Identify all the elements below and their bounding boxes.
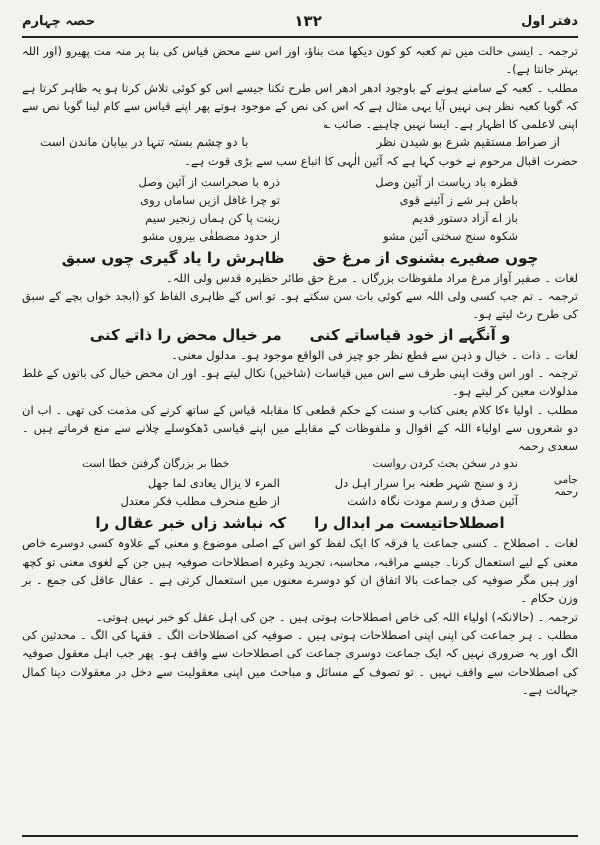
- iqbal-verses: [22, 173, 578, 245]
- masnavi-couplet-2: [22, 324, 578, 346]
- couplet-saadi: [22, 455, 578, 472]
- volume-title: دفتر اول: [521, 13, 578, 29]
- hemistich: زینت پا کن ہماں زنجیر سیم: [145, 210, 280, 225]
- hemistich: و آنگہے از خود قیاساتے کنی: [309, 325, 511, 344]
- translation-paragraph-2: ترجمہ ۔ تم جب کسی ولی اللہ سے کوئی بات سن سکتے ہو۔ تو اس کے ظاہری الفاظ کو (ابجد خواں بچے کے سبق کی طرح رٹ لیتے ہو۔: [22, 289, 578, 322]
- hemistich: مر خیال محض را ذاتے کنی: [89, 325, 282, 344]
- iqbal-intro: حضرت اقبال مرحوم نے خوب کہا ہے کہ آئین الٰہی کا اتباع سب سے بڑی قوت ہے۔: [184, 154, 578, 169]
- jami-attribution: جامی رحمہ: [553, 474, 578, 499]
- hemistich: آئین صدق و رسم مودت نگاہ داشت: [347, 494, 518, 509]
- hemistich: باز اے آزاد دستور قدیم: [412, 210, 518, 225]
- footer-rule: [22, 835, 578, 837]
- explanation-paragraph-1: مطلب ۔ کعبہ کے سامنے ہونے کے باوجود ادھر ادھر اس طرح تکنا جیسے اس کو کوئی تلاش کرتا ہو یہ ظاہر کرتا ہے کہ گویا کعبہ نظر ہی نہیں آیا یہی مثال ہے کہ اس کی نص کے موجود ہوتے پھر اپنے قیاس سے کام لینا گویا نص سے اپنی لاعلمی کا اظہار ہے۔ ایسا نہیں چاہیے۔ صائب ؎: [22, 80, 578, 132]
- translation-paragraph-3: ترجمہ ۔ اور اس وقت اپنی طرف سے اس میں قیاسات (شاخیں) نکال لیتے ہو۔ اور ان محض خیال کی باتوں کے غلط مدلولات معین کر لیتے ہو۔: [22, 365, 578, 399]
- hemistich: باطن ہر شے ز آئینے قوی: [399, 192, 518, 207]
- hemistich: شکوہ سنج سختی آئین مشو: [383, 228, 518, 243]
- page-number: ۱۳۲: [294, 12, 322, 30]
- couplet-saib: [22, 133, 578, 152]
- jami-verses-row: [22, 472, 578, 512]
- hemistich: از طبع منحرف مطلب فکر معتدل: [120, 494, 280, 509]
- hemistich: کہ نباشد زاں خبر عقال را: [95, 514, 287, 533]
- hemistich: ظاہرش را یاد گیری چوں سبق: [61, 248, 285, 267]
- explanation-paragraph-2: مطلب ۔ اولیا ءکا کلام یعنی کتاب و سنت کے حکم قطعی کا مقابلہ قیاس کے ساتھ کرنے کی مذمت کی تھی ۔ اب ان دو شعروں سے اولیاء اللہ کے اقوال و ملفوظات کے مقابلے میں اپنے قیاسی ڈھکوسلے چلانے سے منع فرماتے ہیں ۔ سعدی رحمہ: [22, 402, 578, 454]
- glossary-paragraph-1: لغات ۔ صفیر آواز مرغ مراد ملفوظات بزرگاں ۔ مرغ حق طائر حظیرہ قدس ولی اللہ۔: [165, 270, 578, 285]
- hemistich: چوں صفیرے بشنوی از مرغ حق: [312, 248, 539, 267]
- glossary-paragraph-2: لغات ۔ ذات ۔ خیال و ذہن سے قطع نظر جو چیز فی الواقع موجود ہو۔ مدلول معنی۔: [171, 347, 578, 362]
- hemistich: از صراط مستقیم شرع بو شیدن نظر: [376, 135, 560, 150]
- glossary-paragraph-3: لغات ۔ اصطلاح ۔ کسی جماعت یا فرقہ کا ایک لفظ کو اس کے اصلی موضوع و معنی کے علاوہ کسی دوسرے خاص معنی کے لیے استعمال کرنا۔ جیسے مراقبہ، محاسبہ، تجرید وغیرہ اصطلاحات صوفیہ ہیں جن کے لغوی معنی تو کچھ اور ہیں مگر صوفیہ کی جماعت بالا اتفاق ان کو دوسرے معنوں میں استعمال کرتی ہے ۔ عقال عاقل کی جمع ۔ بر وزن حکام ۔: [22, 536, 578, 606]
- hemistich: ندو در سخن بحث کردن رواست: [372, 457, 518, 471]
- masnavi-couplet-3: [22, 512, 578, 534]
- translation-paragraph-4: ترجمہ ۔ (حالانکہ) اولیاء اللہ کی خاص اصطلاحات ہوتی ہیں ۔ جن کی اہل عقل کو خبر نہیں ہوتی۔: [96, 609, 578, 624]
- hemistich: اصطلاحاتیست مر ابدال را: [314, 514, 505, 533]
- hemistich: المرء لا یزال یعادی لما جھل: [147, 476, 280, 491]
- hemistich: قطرہ باد ریاست از آئین وصل: [375, 174, 518, 189]
- masnavi-couplet-1: [22, 247, 578, 269]
- jami-verses: [22, 474, 528, 510]
- hemistich: تو چرا غافل ازیں ساماں روی: [140, 192, 280, 207]
- page-header: [22, 6, 578, 38]
- translation-paragraph-1: ترجمہ ۔ ایسی حالت میں تم کعبہ کو کون دیکھا مت بناؤ، اور اس سے محض قیاس کی بنا پر منہ مت پھیرو (اور اللہ بہتر جانتا ہے)۔: [22, 44, 578, 77]
- hemistich: خطا بر بزرگان گرفتن خطا است: [82, 457, 230, 471]
- explanation-paragraph-3: مطلب ۔ ہر جماعت کی اپنی اپنی اصطلاحات ہوتی ہیں ۔ صوفیہ کی اصطلاحات الگ ۔ فقہا کی الگ ۔ محدثین کی الگ اور یہ ضروری نہیں کہ ایک جماعت دوسری جماعت کی اصطلاحات سے واقف ہو۔ پھر جب اہل معقول صوفیہ کی اصطلاحات سے واقف نہیں ۔ تو تصوف کے مسائل و مباحث میں اپنی معقولیت سے دخل در معقولات دینا کمال جہالت ہے۔: [22, 627, 578, 697]
- hemistich: از حدود مصطفٰی بیروں مشو: [142, 228, 280, 243]
- hemistich: ذرہ با صحراست از آئین وصل: [138, 174, 280, 189]
- hemistich: زد و سنج شہر طعنہ برا سرار اہل دل: [334, 476, 518, 491]
- part-title: حصہ چہارم: [22, 13, 96, 29]
- hemistich: با دو چشم بستہ تنہا در بیابان ماندن است: [40, 135, 249, 150]
